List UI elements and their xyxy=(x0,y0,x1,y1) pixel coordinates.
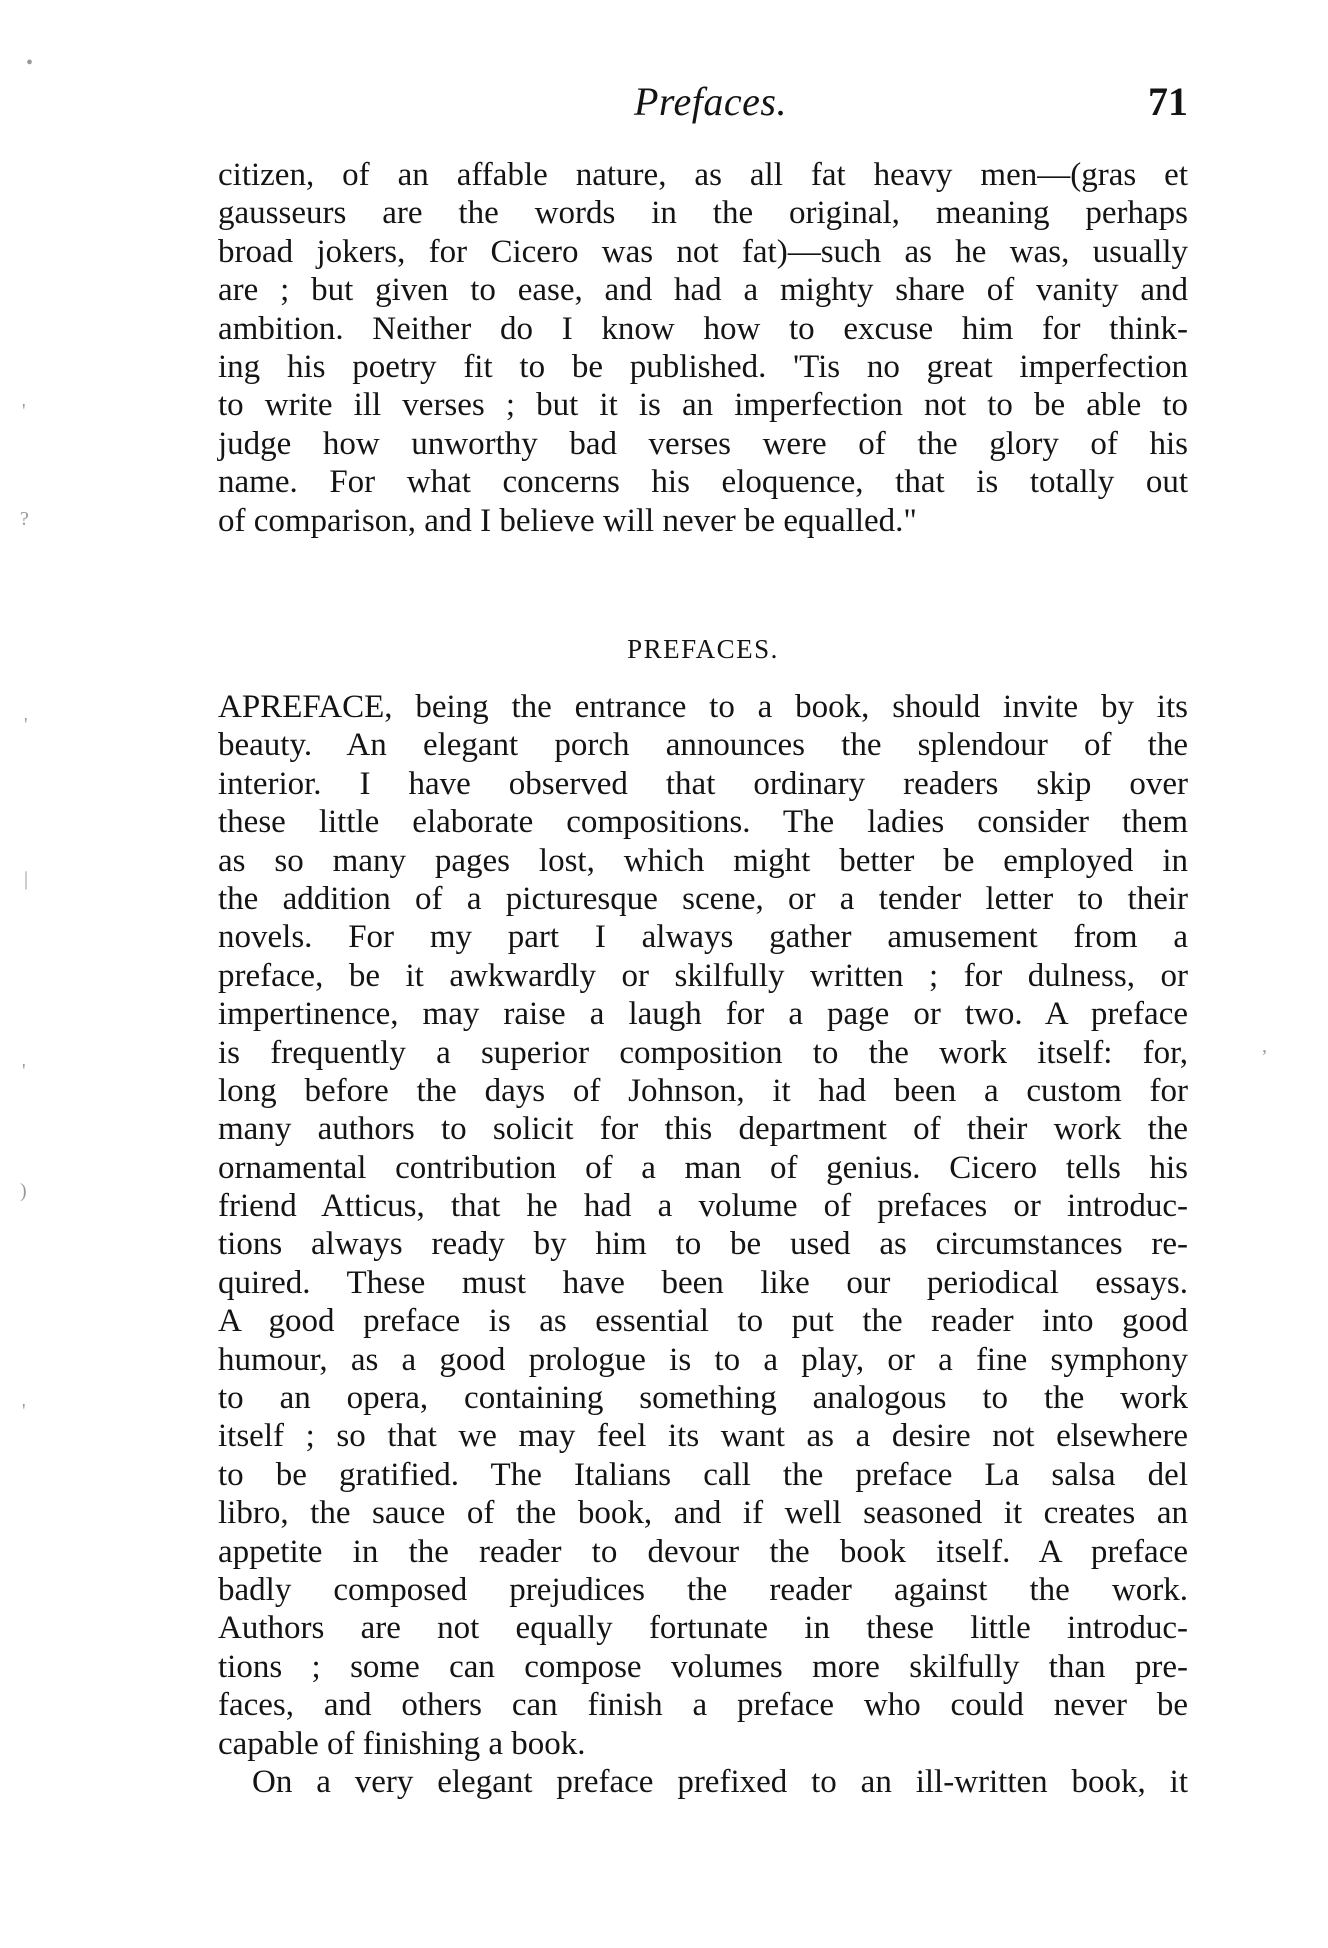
text-line: citizen, of an affable nature, as all fat heavy men—(gras et xyxy=(218,157,1188,193)
scan-speck: , xyxy=(1262,1035,1267,1057)
scan-speck: | xyxy=(24,868,29,890)
scan-speck: ? xyxy=(20,508,29,530)
text-line: humour, as a good prologue is to a play, or a fine symphony xyxy=(218,1341,1188,1378)
text-line: A good preface is as essential to put the reader into good xyxy=(218,1303,1188,1340)
scan-speck: ' xyxy=(22,400,26,422)
text-line: beauty. An elegant porch announces the splendour of the xyxy=(218,727,1188,764)
text-line: are ; but given to ease, and had a mighty share of vanity and xyxy=(218,272,1188,309)
text-line: novels. For my part I always gather amusement from a xyxy=(218,919,1188,956)
text-line: interior. I have observed that ordinary readers skip over xyxy=(218,765,1188,802)
text-line: capable of finishing a book. xyxy=(218,1725,586,1762)
text-line: to write ill verses ; but it is an imperfection not to be able to xyxy=(218,387,1188,424)
first-text-line xyxy=(218,688,1188,726)
text-line: long before the days of Johnson, it had been a custom for xyxy=(218,1072,1188,1109)
scan-speck: ' xyxy=(24,714,28,736)
text-line: the addition of a picturesque scene, or a tender letter to their xyxy=(218,880,1188,917)
text-line: libro, the sauce of the book, and if well seasoned it creates an xyxy=(218,1495,1188,1532)
text-line: friend Atticus, that he had a volume of prefaces or introduc- xyxy=(218,1188,1188,1225)
scan-speck: ' xyxy=(22,1060,26,1082)
text-line: quired. These must have been like our periodical essays. xyxy=(218,1264,1188,1301)
text-line: many authors to solicit for this department of their work the xyxy=(218,1111,1188,1148)
page-number: 71 xyxy=(1148,79,1188,124)
text-line: is frequently a superior composition to the work itself: for, xyxy=(218,1034,1188,1071)
section-paragraph xyxy=(218,688,1188,1801)
first-line-rest: , being the entrance to a book, should invite by its xyxy=(384,689,1188,725)
text-line: to an opera, containing something analogous to the work xyxy=(218,1380,1188,1417)
text-line: ornamental contribution of a man of genius. Cicero tells his xyxy=(218,1149,1188,1186)
text-line: ing his poetry fit to be published. 'Tis no great imperfection xyxy=(218,348,1188,385)
first-word-small-caps: PREFACE xyxy=(241,689,385,725)
scan-speck: ' xyxy=(22,1400,26,1422)
text-line: preface, be it awkwardly or skilfully written ; for dulness, or xyxy=(218,957,1188,994)
initial-letter: A xyxy=(218,689,242,725)
next-paragraph-line: On a very elegant preface prefixed to an ill-written book, it xyxy=(252,1763,1188,1800)
scan-speck: • xyxy=(26,52,34,74)
text-line: of comparison, and I believe will never be equalled." xyxy=(218,502,917,539)
text-line: ambition. Neither do I know how to excuse him for think- xyxy=(218,310,1188,347)
text-line: tions always ready by him to be used as circumstances re- xyxy=(218,1226,1188,1263)
text-line: to be gratified. The Italians call the preface La salsa del xyxy=(218,1456,1188,1493)
text-line: badly composed prejudices the reader against the work. xyxy=(218,1571,1188,1608)
text-line: gausseurs are the words in the original, meaning perhaps xyxy=(218,195,1188,232)
text-line: tions ; some can compose volumes more skilfully than pre- xyxy=(218,1648,1188,1685)
text-line: impertinence, may raise a laugh for a page or two. A preface xyxy=(218,996,1188,1033)
text-line: Authors are not equally fortunate in these little introduc- xyxy=(218,1610,1188,1647)
continued-paragraph xyxy=(218,156,1188,540)
text-line: as so many pages lost, which might better be employed in xyxy=(218,842,1188,879)
running-head xyxy=(210,78,1190,122)
text-line: itself ; so that we may feel its want as a desire not elsewhere xyxy=(218,1418,1188,1455)
text-line: these little elaborate compositions. The ladies consider them xyxy=(218,804,1188,841)
running-title: Prefaces. xyxy=(634,79,787,124)
text-line: judge how unworthy bad verses were of the glory of his xyxy=(218,425,1188,462)
text-line: broad jokers, for Cicero was not fat)—such as he was, usually xyxy=(218,233,1188,270)
text-line: appetite in the reader to devour the book itself. A preface xyxy=(218,1533,1188,1570)
text-line: faces, and others can finish a preface who could never be xyxy=(218,1687,1188,1724)
text-line: name. For what concerns his eloquence, that is totally out xyxy=(218,464,1188,501)
scan-speck: ) xyxy=(20,1180,27,1202)
section-heading: PREFACES. xyxy=(627,634,779,664)
